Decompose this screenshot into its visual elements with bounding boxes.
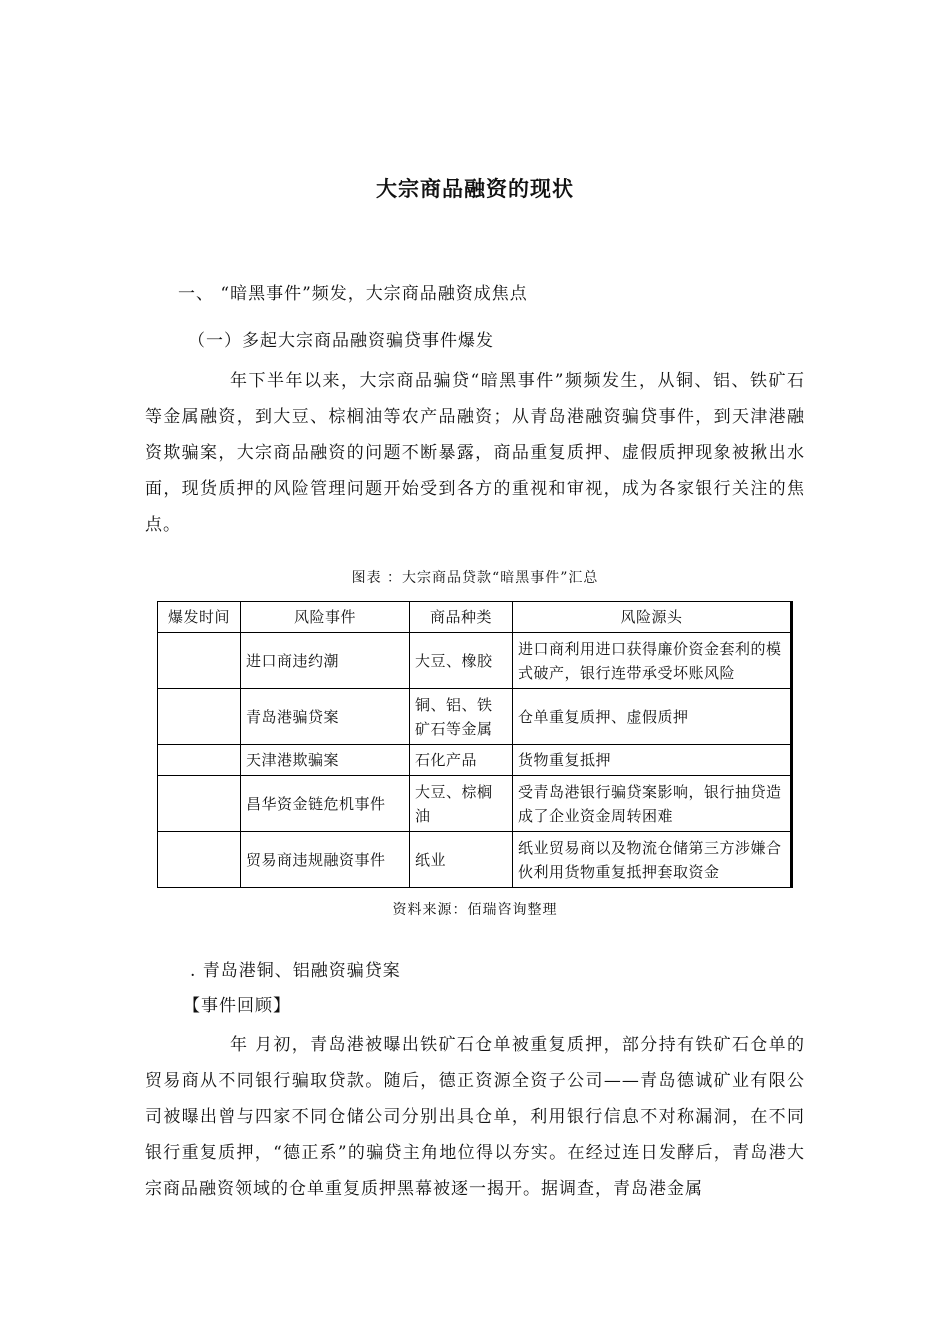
cell-type: 大豆、橡胶 [410,633,513,689]
cell-event: 青岛港骗贷案 [241,689,410,745]
cell-source: 纸业贸易商以及物流仓储第三方涉嫌合伙利用货物重复抵押套取资金 [513,832,792,888]
cell-type: 大豆、棕榈油 [410,776,513,832]
cell-source: 受青岛港银行骗贷案影响，银行抽贷造成了企业资金周转困难 [513,776,792,832]
subsection-heading: （一）多起大宗商品融资骗贷事件爆发 [188,331,494,351]
intro-paragraph: 年下半年以来，大宗商品骗贷“暗黑事件”频频发生，从铜、铝、铁矿石等金属融资，到大豆、棕榈油等农产品融资；从青岛港融资骗贷事件，到天津港融资欺骗案，大宗商品融资的问题不断暴露，商品重复质押、虚假质押现象被揪出水面，现货质押的风险管理问题开始受到各方的重视和审视，成为各家银行关注的焦点。 [145,371,805,535]
header-type: 商品种类 [410,602,513,633]
case-heading: . 青岛港铜、铝融资骗贷案 [190,961,401,981]
cell-source: 货物重复抵押 [513,745,792,776]
event-paragraph: 年 月初，青岛港被曝出铁矿石仓单被重复质押，部分持有铁矿石仓单的贸易商从不同银行骗取贷款。随后，德正资源全资子公司——青岛德诚矿业有限公司被曝出曾与四家不同仓储公司分别出具仓单，利用银行信息不对称漏洞，在不同银行重复质押，“德正系”的骗贷主角地位得以夯实。在经过连日发酵后，青岛港大宗商品融资领域的仓单重复质押黑幕被逐一揭开。据调查，青岛港金属 [145,1035,805,1199]
cell-time [158,745,241,776]
cell-time [158,689,241,745]
section-heading: 一、 “暗黑事件”频发，大宗商品融资成焦点 [178,284,528,304]
table-row [158,832,792,888]
event-review-label: 【事件回顾】 [183,996,291,1016]
cell-source: 仓单重复质押、虚假质押 [513,689,792,745]
header-time: 爆发时间 [158,602,241,633]
table-row [158,633,792,689]
cell-event: 贸易商违规融资事件 [241,832,410,888]
cell-event: 天津港欺骗案 [241,745,410,776]
table-header-row [158,602,792,633]
events-table [157,601,793,888]
cell-event: 昌华资金链危机事件 [241,776,410,832]
cell-type: 纸业 [410,832,513,888]
table-row [158,776,792,832]
cell-source: 进口商利用进口获得廉价资金套利的模式破产，银行连带承受坏账风险 [513,633,792,689]
table-row [158,689,792,745]
cell-time [158,633,241,689]
page-title: 大宗商品融资的现状 [376,177,574,201]
table-row [158,745,792,776]
header-event: 风险事件 [241,602,410,633]
cell-event: 进口商违约潮 [241,633,410,689]
cell-type: 石化产品 [410,745,513,776]
source-note: 资料来源：佰瑞咨询整理 [392,902,558,918]
cell-time [158,832,241,888]
header-source: 风险源头 [513,602,792,633]
cell-type: 铜、铝、铁矿石等金属 [410,689,513,745]
cell-time [158,776,241,832]
table-caption: 图表 ：大宗商品贷款“暗黑事件”汇总 [351,570,599,586]
